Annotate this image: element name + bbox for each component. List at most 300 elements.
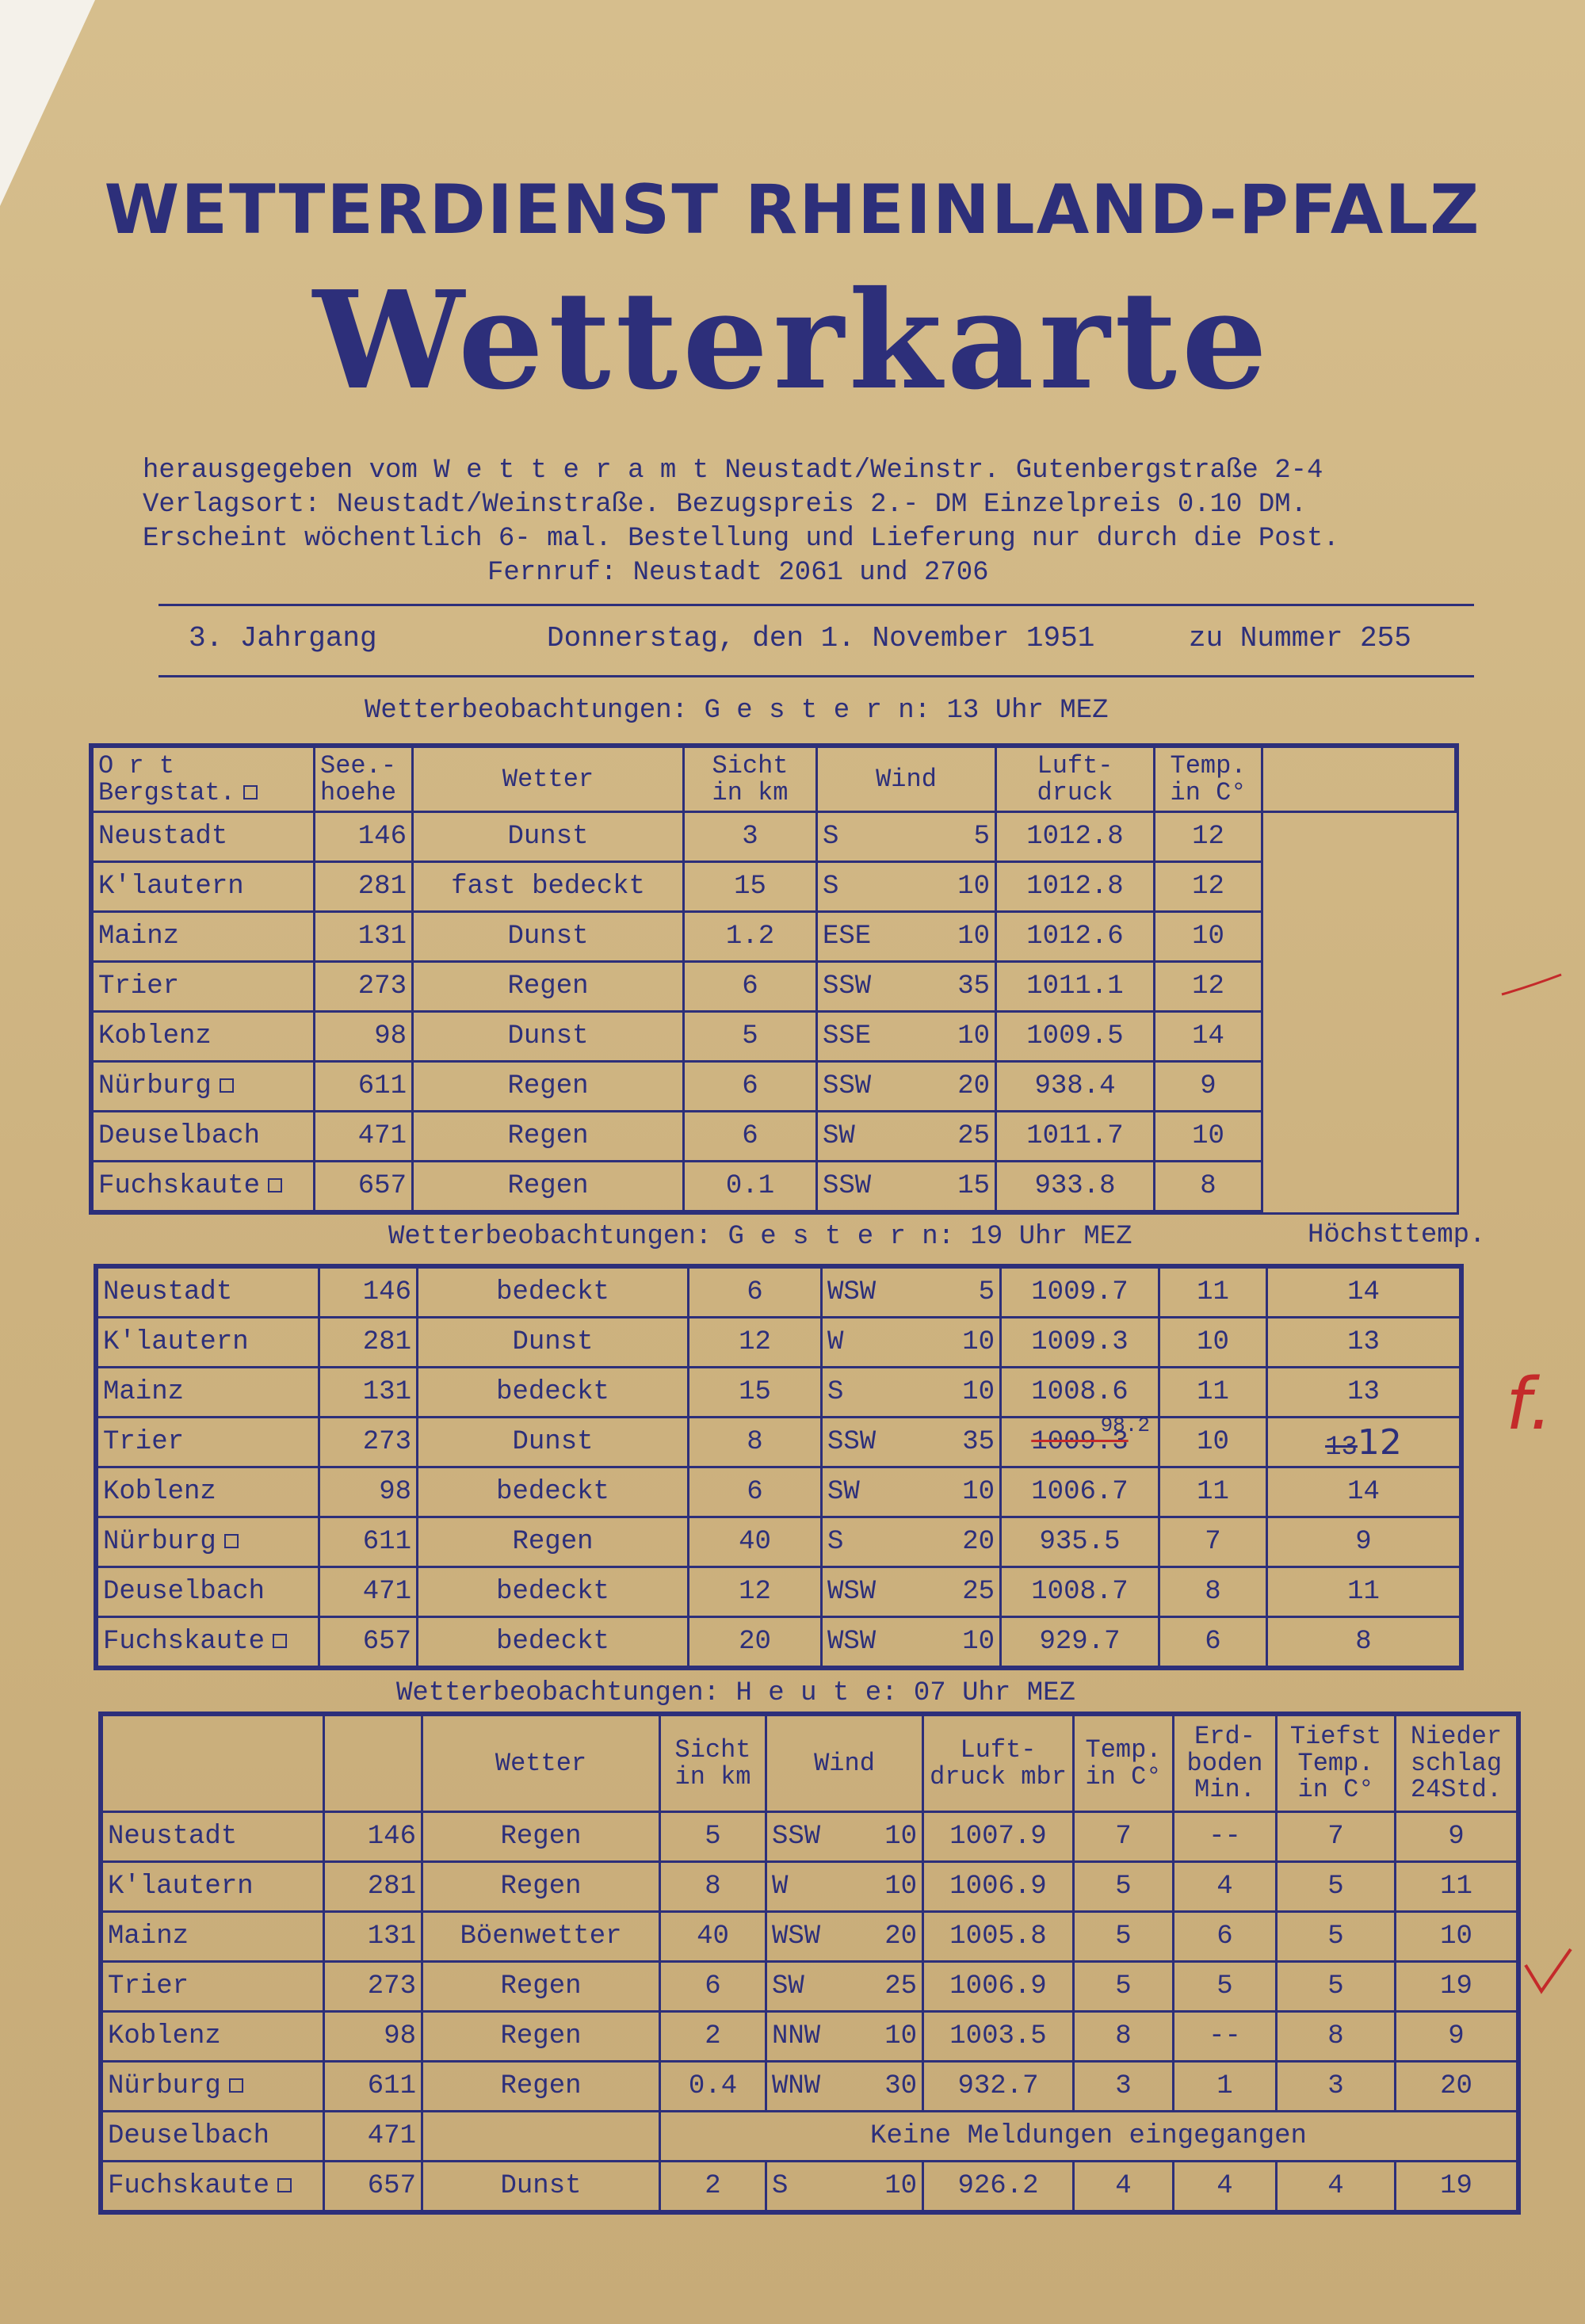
temperature: 11 (1159, 1368, 1267, 1418)
table-row (93, 1112, 1456, 1162)
temperature: 14 (1155, 1012, 1262, 1062)
wind-cell (817, 862, 996, 912)
station-cell (102, 2012, 324, 2062)
elevation: 611 (319, 1517, 418, 1567)
header-wind: Wind (766, 1715, 923, 1812)
station-name: Fuchskaute (103, 1627, 265, 1657)
station-cell (97, 1368, 319, 1418)
weather: Dunst (422, 2162, 660, 2211)
min-temperature: 5 (1277, 1912, 1396, 1962)
station-cell (93, 812, 315, 862)
visibility: 3 (684, 812, 817, 862)
temperature: 7 (1074, 1812, 1174, 1862)
wind-direction: SSW (823, 1171, 872, 1201)
wind-direction: SW (772, 1971, 804, 2002)
wind-direction: NNW (772, 2021, 821, 2051)
station-cell (102, 1812, 324, 1862)
precipitation: 9 (1396, 1812, 1518, 1862)
table-row (93, 1012, 1456, 1062)
pressure: 1009.7 (1001, 1268, 1159, 1318)
table-row (93, 1162, 1456, 1212)
station-cell (97, 1567, 319, 1617)
wind-cell (766, 2062, 923, 2112)
elevation: 611 (324, 2062, 422, 2112)
min-temperature: 7 (1277, 1812, 1396, 1862)
table-row (93, 962, 1456, 1012)
elevation: 657 (315, 1162, 413, 1212)
rule-top (158, 604, 1474, 606)
info-line-1: herausgegeben vom W e t t e r a m t Neustadt/Weinstr. Gutenbergstraße 2-4 (143, 456, 1323, 486)
station-cell (97, 1517, 319, 1567)
wind-direction: WSW (827, 1627, 877, 1657)
station-name: Nürburg (108, 2071, 221, 2101)
elevation: 98 (324, 2012, 422, 2062)
header-tiefst: Tiefst Temp. in C° (1277, 1715, 1396, 1812)
elevation: 146 (324, 1812, 422, 1862)
header-luftdruck: Luft-druck mbr (923, 1715, 1074, 1812)
wind-speed: 10 (962, 1477, 995, 1507)
ground-min: 4 (1174, 1862, 1277, 1912)
temperature: 8 (1074, 2012, 1174, 2062)
wind-direction: WSW (827, 1277, 877, 1307)
wind-direction: WSW (827, 1577, 877, 1607)
station-cell (93, 1112, 315, 1162)
station-name: Fuchskaute (108, 2171, 270, 2201)
weather: Regen (422, 2062, 660, 2112)
station-name: Koblenz (98, 1021, 212, 1051)
wind-cell (817, 912, 996, 962)
service-title: WETTERDIENST RHEINLAND-PFALZ (104, 170, 1481, 250)
table-row (102, 1862, 1518, 1912)
header-seehoehe: See.-hoehe (315, 747, 413, 812)
header-luftdruck: Luft-druck (996, 747, 1155, 812)
station-name: Koblenz (108, 2021, 221, 2051)
table-row (93, 862, 1456, 912)
header-ort-empty (102, 1715, 324, 1812)
table-row (97, 1418, 1461, 1467)
temperature: 11 (1159, 1467, 1267, 1517)
wind-cell (822, 1617, 1001, 1667)
wind-speed: 10 (884, 1872, 917, 1902)
wind-speed: 10 (962, 1627, 995, 1657)
station-cell (102, 2112, 324, 2162)
weather: Regen (422, 1812, 660, 1862)
station-name: Mainz (103, 1377, 185, 1407)
wind-speed: 10 (957, 922, 990, 952)
wind-direction: W (772, 1872, 789, 1902)
mountain-station-square-icon (224, 1534, 239, 1548)
station-cell (102, 2062, 324, 2112)
table-row (93, 1062, 1456, 1112)
station-name: K'lautern (108, 1872, 254, 1902)
wind-direction: S (823, 822, 839, 852)
station-name: Deuselbach (98, 1121, 261, 1151)
pressure-correction: 98.2 (1100, 1414, 1150, 1437)
square-icon (243, 785, 258, 799)
station-name: Mainz (98, 922, 180, 952)
header-sicht: Sicht in km (660, 1715, 766, 1812)
wind-direction: SSE (823, 1021, 872, 1051)
max-temperature: 11 (1267, 1567, 1461, 1617)
weather: Regen (422, 2012, 660, 2062)
visibility: 1.2 (684, 912, 817, 962)
max-temperature: 13 (1325, 1432, 1358, 1463)
elevation: 98 (315, 1012, 413, 1062)
station-name: Deuselbach (103, 1577, 265, 1607)
station-cell (102, 2162, 324, 2211)
header-wetter: Wetter (413, 747, 684, 812)
empty-cell (422, 2112, 660, 2162)
wind-cell (766, 1862, 923, 1912)
temperature: 11 (1159, 1268, 1267, 1318)
wind-speed: 10 (884, 2021, 917, 2051)
header-wind: Wind (817, 747, 996, 812)
pressure: 1009.5 (996, 1012, 1155, 1062)
station-name: Trier (108, 1971, 189, 2002)
station-name: Neustadt (108, 1822, 238, 1852)
temperature: 10 (1159, 1318, 1267, 1368)
ground-min: 5 (1174, 1962, 1277, 2012)
visibility: 6 (684, 962, 817, 1012)
station-cell (102, 1912, 324, 1962)
mountain-station-square-icon (273, 1634, 287, 1648)
temperature: 12 (1155, 812, 1262, 862)
temperature: 5 (1074, 1912, 1174, 1962)
table-row (97, 1467, 1461, 1517)
wind-cell (817, 1062, 996, 1112)
info-line-3: Erscheint wöchentlich 6- mal. Bestellung und Lieferung nur durch die Post. (143, 524, 1339, 554)
wind-cell (822, 1517, 1001, 1567)
precipitation: 19 (1396, 2162, 1518, 2211)
header-bergstat-label: Bergstat. (98, 777, 235, 807)
max-temperature: 8 (1267, 1617, 1461, 1667)
table-row (97, 1567, 1461, 1617)
station-cell (102, 1862, 324, 1912)
wind-cell (817, 1012, 996, 1062)
weather: Dunst (418, 1318, 689, 1368)
elevation: 273 (315, 962, 413, 1012)
wind-direction: SSW (823, 971, 872, 1002)
elevation: 131 (324, 1912, 422, 1962)
wind-speed: 15 (957, 1171, 990, 1201)
station-cell (97, 1467, 319, 1517)
check-mark-icon (1498, 963, 1569, 1002)
pressure: 935.5 (1001, 1517, 1159, 1567)
ground-min: -- (1174, 1812, 1277, 1862)
margin-note: f. (1506, 1363, 1553, 1446)
table2-extra-header: Höchsttemp. (1308, 1220, 1486, 1250)
wind-direction: S (823, 872, 839, 902)
elevation: 657 (324, 2162, 422, 2211)
header-sicht: Sicht in km (684, 747, 817, 812)
wind-speed: 20 (957, 1071, 990, 1101)
mountain-station-square-icon (268, 1178, 282, 1193)
wind-speed: 5 (973, 822, 990, 852)
elevation: 131 (315, 912, 413, 962)
weather: bedeckt (418, 1617, 689, 1667)
station-name: Trier (103, 1427, 185, 1457)
temperature: 5 (1074, 1962, 1174, 2012)
table-row (97, 1617, 1461, 1667)
table2 (94, 1264, 1464, 1670)
header-wetter: Wetter (422, 1715, 660, 1812)
max-temperature: 14 (1267, 1467, 1461, 1517)
ground-min: 4 (1174, 2162, 1277, 2211)
weather: Regen (413, 1162, 684, 1212)
temperature: 10 (1155, 1112, 1262, 1162)
mountain-station-square-icon (229, 2078, 243, 2093)
table-row (102, 1812, 1518, 1862)
wind-cell (817, 962, 996, 1012)
issue-date: Donnerstag, den 1. November 1951 (547, 622, 1095, 654)
wind-speed: 25 (884, 1971, 917, 2002)
wind-speed: 35 (962, 1427, 995, 1457)
table-row (102, 2112, 1518, 2162)
table-row (97, 1268, 1461, 1318)
max-temperature: 14 (1267, 1268, 1461, 1318)
pressure: 1005.8 (923, 1912, 1074, 1962)
visibility: 6 (684, 1062, 817, 1112)
precipitation: 9 (1396, 2012, 1518, 2062)
wind-cell (817, 1112, 996, 1162)
wind-cell (766, 1912, 923, 1962)
station-name: Neustadt (103, 1277, 233, 1307)
weather: Regen (422, 1862, 660, 1912)
pressure: 1012.8 (996, 862, 1155, 912)
station-name: K'lautern (98, 872, 244, 902)
temperature: 3 (1074, 2062, 1174, 2112)
header-ort (93, 747, 315, 812)
station-name: Fuchskaute (98, 1171, 261, 1201)
table-row (97, 1517, 1461, 1567)
station-cell (97, 1617, 319, 1667)
wind-speed: 10 (957, 872, 990, 902)
wind-speed: 20 (884, 1921, 917, 1952)
pressure: 1012.6 (996, 912, 1155, 962)
wind-direction: SW (827, 1477, 860, 1507)
header-niederschlag: Nieder schlag 24Std. (1396, 1715, 1518, 1812)
ground-min: 6 (1174, 1912, 1277, 1962)
wind-speed: 30 (884, 2071, 917, 2101)
station-cell (93, 1162, 315, 1212)
check-mark-icon (1522, 1945, 1577, 2001)
table-row (93, 912, 1456, 962)
elevation: 657 (319, 1617, 418, 1667)
pressure: 1008.7 (1001, 1567, 1159, 1617)
wind-cell (822, 1368, 1001, 1418)
table-row (97, 1368, 1461, 1418)
table-row (102, 2162, 1518, 2211)
issue-number: zu Nummer 255 (1189, 622, 1411, 654)
weather: Dunst (413, 812, 684, 862)
weather: fast bedeckt (413, 862, 684, 912)
station-name: K'lautern (103, 1327, 249, 1357)
station-cell (93, 862, 315, 912)
visibility: 5 (684, 1012, 817, 1062)
wind-cell (766, 1962, 923, 2012)
wind-direction: W (827, 1327, 844, 1357)
visibility: 40 (689, 1517, 822, 1567)
visibility: 40 (660, 1912, 766, 1962)
weather: Regen (413, 1062, 684, 1112)
temperature: 10 (1159, 1418, 1267, 1467)
station-cell (93, 1062, 315, 1112)
pressure: 929.7 (1001, 1617, 1159, 1667)
visibility: 0.1 (684, 1162, 817, 1212)
station-name: Deuselbach (108, 2121, 270, 2151)
station-cell (93, 1012, 315, 1062)
ground-min: 1 (1174, 2062, 1277, 2112)
wind-cell (766, 2162, 923, 2211)
max-temperature: 9 (1267, 1517, 1461, 1567)
precipitation: 11 (1396, 1862, 1518, 1912)
station-name: Nürburg (103, 1527, 216, 1557)
weather: bedeckt (418, 1467, 689, 1517)
visibility: 12 (689, 1567, 822, 1617)
elevation: 146 (315, 812, 413, 862)
wind-cell (817, 1162, 996, 1212)
max-temperature-cell (1267, 1418, 1461, 1467)
wind-cell (822, 1418, 1001, 1467)
visibility: 12 (689, 1318, 822, 1368)
precipitation: 20 (1396, 2062, 1518, 2112)
weather: Regen (413, 962, 684, 1012)
weather: Regen (418, 1517, 689, 1567)
wind-speed: 10 (957, 1021, 990, 1051)
wind-direction: S (772, 2171, 789, 2201)
precipitation: 10 (1396, 1912, 1518, 1962)
wind-speed: 10 (962, 1377, 995, 1407)
pressure: 932.7 (923, 2062, 1074, 2112)
wind-direction: SW (823, 1121, 855, 1151)
visibility: 2 (660, 2162, 766, 2211)
visibility: 5 (660, 1812, 766, 1862)
temperature: 6 (1159, 1617, 1267, 1667)
min-temperature: 5 (1277, 1962, 1396, 2012)
station-name: Trier (98, 971, 180, 1002)
station-name: Neustadt (98, 822, 228, 852)
weather: Regen (422, 1962, 660, 2012)
temperature: 9 (1155, 1062, 1262, 1112)
weather: Dunst (418, 1418, 689, 1467)
elevation: 281 (315, 862, 413, 912)
wind-direction: ESE (823, 922, 872, 952)
wind-cell (766, 1812, 923, 1862)
min-temperature: 5 (1277, 1862, 1396, 1912)
table-row (102, 1962, 1518, 2012)
wind-direction: S (827, 1527, 844, 1557)
elevation: 611 (315, 1062, 413, 1112)
mountain-station-square-icon (277, 2178, 292, 2192)
max-temperature: 13 (1267, 1318, 1461, 1368)
page-title: Wetterkarte (312, 261, 1273, 420)
elevation: 281 (324, 1862, 422, 1912)
temperature: 4 (1074, 2162, 1174, 2211)
weather: Regen (413, 1112, 684, 1162)
station-name: Mainz (108, 1921, 189, 1952)
pressure: 926.2 (923, 2162, 1074, 2211)
info-line-4: Fernruf: Neustadt 2061 und 2706 (487, 558, 989, 588)
station-cell (97, 1318, 319, 1368)
pressure: 1003.5 (923, 2012, 1074, 2062)
min-temperature: 4 (1277, 2162, 1396, 2211)
table1-caption: Wetterbeobachtungen: G e s t e r n: 13 Uhr MEZ (365, 696, 1109, 726)
header-erdboden: Erd-boden Min. (1174, 1715, 1277, 1812)
wind-direction: SSW (827, 1427, 877, 1457)
pressure: 1008.6 (1001, 1368, 1159, 1418)
wind-cell (822, 1467, 1001, 1517)
elevation: 471 (324, 2112, 422, 2162)
table-row (93, 812, 1456, 862)
table-row (102, 2012, 1518, 2062)
pressure: 1006.9 (923, 1862, 1074, 1912)
temperature: 5 (1074, 1862, 1174, 1912)
table2-caption: Wetterbeobachtungen: G e s t e r n: 19 Uhr MEZ (388, 1222, 1132, 1252)
elevation: 273 (324, 1962, 422, 2012)
wind-speed: 10 (962, 1327, 995, 1357)
pressure: 1009.3 (1031, 1427, 1129, 1457)
station-cell (97, 1418, 319, 1467)
wind-cell (822, 1567, 1001, 1617)
no-report-note: Keine Meldungen eingegangen (660, 2112, 1518, 2162)
elevation: 146 (319, 1268, 418, 1318)
min-temperature: 8 (1277, 2012, 1396, 2062)
header-temp: Temp. in C° (1155, 747, 1262, 812)
table-row (97, 1318, 1461, 1368)
pressure: 1011.7 (996, 1112, 1155, 1162)
pressure: 1006.9 (923, 1962, 1074, 2012)
wind-speed: 20 (962, 1527, 995, 1557)
wind-direction: WSW (772, 1921, 821, 1952)
pressure: 933.8 (996, 1162, 1155, 1212)
precipitation: 19 (1396, 1962, 1518, 2012)
header-hoehe-empty (324, 1715, 422, 1812)
weather: bedeckt (418, 1567, 689, 1617)
pressure: 1011.1 (996, 962, 1155, 1012)
table-row (102, 1912, 1518, 1962)
mountain-station-square-icon (220, 1078, 234, 1093)
max-temperature: 13 (1267, 1368, 1461, 1418)
weather: Dunst (413, 912, 684, 962)
visibility: 6 (684, 1112, 817, 1162)
wind-cell (822, 1318, 1001, 1368)
visibility: 8 (689, 1418, 822, 1467)
station-cell (93, 912, 315, 962)
station-cell (97, 1268, 319, 1318)
pressure: 1006.7 (1001, 1467, 1159, 1517)
elevation: 131 (319, 1368, 418, 1418)
wind-direction: WNW (772, 2071, 821, 2101)
wind-speed: 10 (884, 1822, 917, 1852)
header-ort-label: O r t (98, 750, 175, 780)
info-line-2: Verlagsort: Neustadt/Weinstraße. Bezugspreis 2.- DM Einzelpreis 0.10 DM. (143, 490, 1308, 520)
visibility: 15 (684, 862, 817, 912)
header-temp: Temp. in C° (1074, 1715, 1174, 1812)
weather: Böenwetter (422, 1912, 660, 1962)
wind-speed: 5 (978, 1277, 995, 1307)
pressure: 1012.8 (996, 812, 1155, 862)
elevation: 281 (319, 1318, 418, 1368)
wind-speed: 25 (962, 1577, 995, 1607)
pressure: 1007.9 (923, 1812, 1074, 1862)
visibility: 6 (689, 1467, 822, 1517)
weather: Dunst (413, 1012, 684, 1062)
station-cell (93, 962, 315, 1012)
wind-speed: 10 (884, 2171, 917, 2201)
weather: bedeckt (418, 1368, 689, 1418)
rule-bottom (158, 675, 1474, 677)
station-name: Nürburg (98, 1071, 212, 1101)
